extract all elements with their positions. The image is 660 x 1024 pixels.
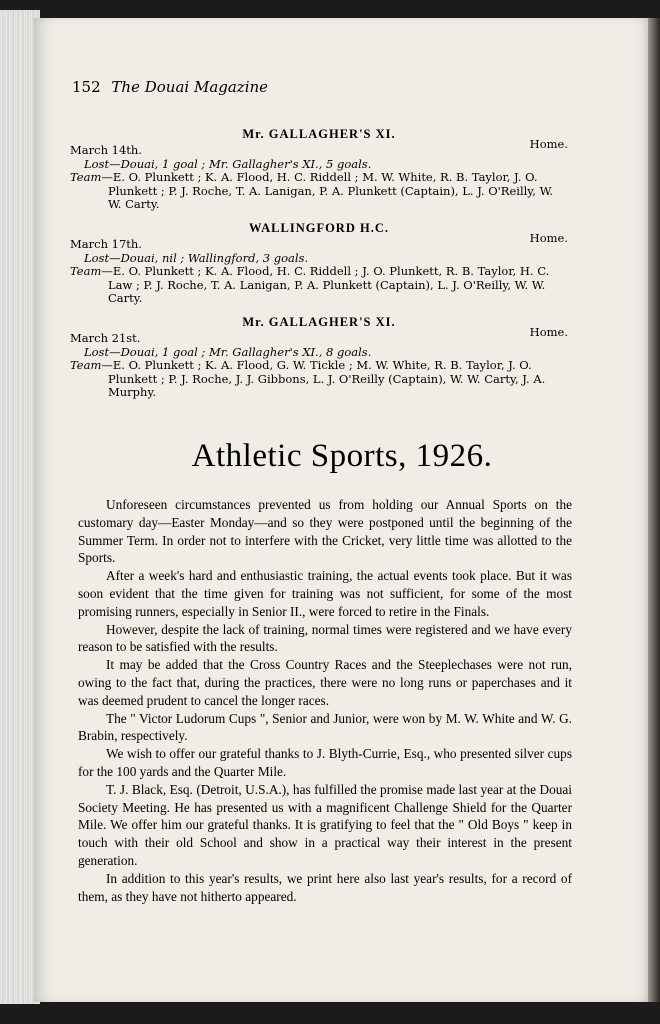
article-title: Athletic Sports, 1926. (191, 438, 493, 474)
team-label: Team (70, 358, 102, 373)
match-team (70, 265, 568, 306)
running-title: The Douai Magazine (111, 78, 269, 96)
article-paragraph: In addition to this year's results, we print here also last year's results, for a record of them, as they have not hitherto appeared. (78, 870, 572, 904)
match-date: March 17th. (70, 237, 142, 251)
article-body (78, 496, 572, 905)
match-venue: Home. (529, 325, 568, 339)
match-opponent: Mr. GALLAGHER'S XI. (242, 127, 396, 141)
match-date: March 21st. (70, 331, 141, 345)
match-result: Lost—Douai, nil ; Wallingford, 3 goals. (84, 250, 309, 265)
team-label: Team (70, 170, 102, 185)
book-binding (648, 18, 660, 1002)
match-result: Lost—Douai, 1 goal ; Mr. Gallagher's XI., 5 goals. (84, 156, 372, 171)
running-header (72, 78, 268, 96)
article-paragraph: Unforeseen circumstances prevented us from holding our Annual Sports on the customary day—Easter Monday—and so they were postponed until the beginning of the Summer Term. In order not to interfere with the Cricket, very little time was allotted to the Sports. (78, 497, 572, 566)
article-paragraph: We wish to offer our grateful thanks to J. Blyth-Currie, Esq., who presented silver cups for the 100 yards and the Quarter Mile. (78, 746, 572, 779)
team-list: —E. O. Plunkett ; K. A. Flood, H. C. Riddell ; M. W. White, R. B. Taylor, J. O. Plunkett ; P. J. Roche, T. A. Lanigan, P. A. Plunkett (Captain), L. J. O'Reilly, W. W. Carty. (101, 170, 554, 212)
match-opponent: WALLINGFORD H.C. (249, 221, 389, 235)
team-list: —E. O. Plunkett ; K. A. Flood, H. C. Riddell ; J. O. Plunkett, R. B. Taylor, H. C. Law ; P. J. Roche, T. A. Lanigan, P. A. Plunkett (Captain), L. J. O'Reilly, W. W. Carty. (101, 264, 550, 306)
article-paragraph: It may be added that the Cross Country Races and the Steeplechases were not run, owing to the fact that, during the practices, there were no long runs or paperchases and it was deemed prudent to cancel the longer races. (78, 657, 572, 708)
article-paragraph: T. J. Black, Esq. (Detroit, U.S.A.), has fulfilled the promise made last year at the Douai Society Meeting. He has presented us with a magnificent Challenge Shield for the Quarter Mile. We offer him our grateful thanks. It is gratifying to feel that the " Old Boys " keep in touch with their old School and show in a practical way their interest in the present generation. (78, 781, 572, 868)
page-number: 152 (72, 78, 101, 96)
match-report (70, 222, 568, 306)
match-venue: Home. (529, 231, 568, 245)
match-report (70, 316, 568, 400)
article-paragraph: The " Victor Ludorum Cups ", Senior and Junior, were won by M. W. White and W. G. Brabin, respectively. (78, 710, 572, 744)
match-result: Lost—Douai, 1 goal ; Mr. Gallagher's XI., 8 goals. (84, 344, 372, 359)
match-date: March 14th. (70, 143, 142, 157)
match-report (70, 128, 568, 212)
match-venue: Home. (529, 137, 568, 151)
article-paragraph: After a week's hard and enthusiastic training, the actual events took place. But it was soon evident that the time given for training was not sufficient, for some of the most promising runners, especially in Senior II., were forced to retire in the Finals. (78, 568, 572, 619)
match-team (70, 359, 568, 400)
article-paragraph: However, despite the lack of training, normal times were registered and we have every reason to be satisfied with the results. (78, 621, 572, 655)
team-label: Team (70, 264, 102, 279)
match-team (70, 171, 568, 212)
match-opponent: Mr. GALLAGHER'S XI. (242, 315, 396, 329)
team-list: —E. O. Plunkett ; K. A. Flood, G. W. Tickle ; M. W. White, R. B. Taylor, J. O. Plunkett ; P. J. Roche, J. J. Gibbons, L. J. O'Reilly (Captain), W. W. Carty, J. A. Murphy. (101, 358, 546, 400)
